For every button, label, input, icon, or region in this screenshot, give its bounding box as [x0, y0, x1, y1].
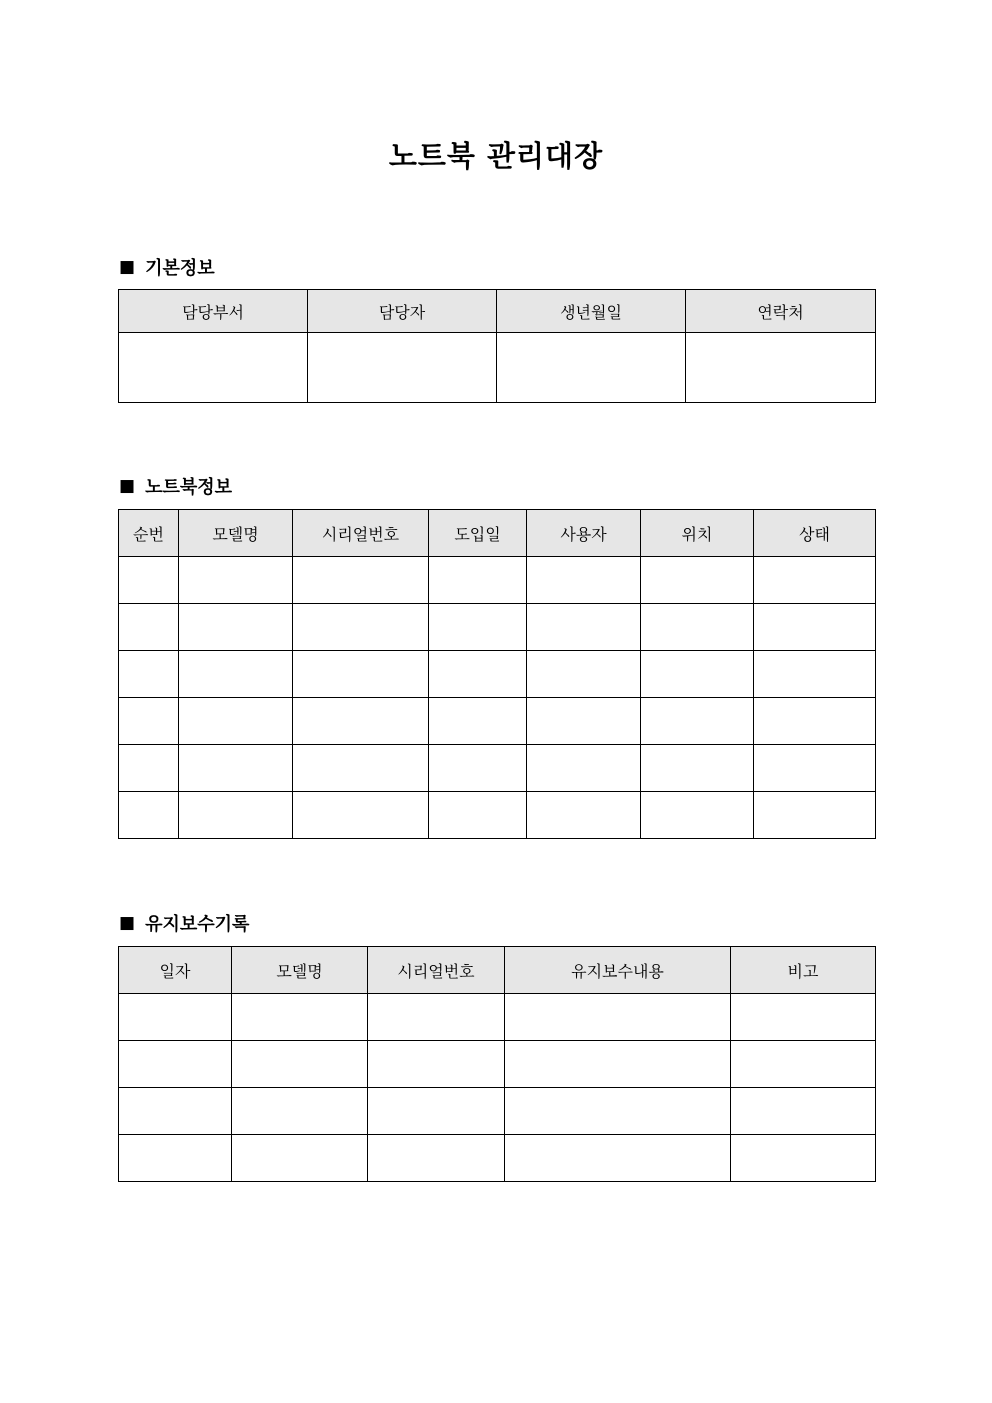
cell-intro-date[interactable] — [429, 745, 527, 792]
cell-remarks[interactable] — [731, 1088, 876, 1135]
section-heading-laptop-info — [119, 473, 232, 499]
table-header-row — [119, 947, 876, 994]
cell-number[interactable] — [119, 651, 179, 698]
section-heading-label: 기본정보 — [145, 258, 215, 279]
page-title: 노트북 관리대장 — [388, 139, 604, 173]
square-bullet-icon: ■ — [119, 913, 136, 933]
cell-location[interactable] — [641, 651, 754, 698]
section-heading-basic-info — [119, 254, 215, 280]
column-header-department: 담당부서 — [119, 290, 308, 333]
cell-user[interactable] — [527, 698, 641, 745]
cell-model[interactable] — [179, 792, 293, 839]
cell-model[interactable] — [179, 651, 293, 698]
cell-model[interactable] — [232, 994, 368, 1041]
column-header-contact: 연락처 — [686, 290, 876, 333]
cell-status[interactable] — [754, 604, 876, 651]
table-row — [119, 792, 876, 839]
cell-department[interactable] — [119, 333, 308, 403]
cell-manager[interactable] — [308, 333, 497, 403]
cell-user[interactable] — [527, 604, 641, 651]
maintenance-log-table — [118, 946, 876, 1182]
cell-date[interactable] — [119, 1088, 232, 1135]
cell-status[interactable] — [754, 698, 876, 745]
column-header-date: 일자 — [119, 947, 232, 994]
column-header-maintenance-details: 유지보수내용 — [505, 947, 731, 994]
table-row — [119, 698, 876, 745]
cell-status[interactable] — [754, 557, 876, 604]
cell-intro-date[interactable] — [429, 604, 527, 651]
table-row — [119, 1135, 876, 1182]
table-row — [119, 333, 876, 403]
cell-maintenance-details[interactable] — [505, 994, 731, 1041]
cell-user[interactable] — [527, 651, 641, 698]
cell-birthdate[interactable] — [497, 333, 686, 403]
cell-location[interactable] — [641, 604, 754, 651]
section-heading-maintenance-log — [119, 910, 249, 936]
column-header-birthdate: 생년월일 — [497, 290, 686, 333]
cell-date[interactable] — [119, 1041, 232, 1088]
cell-maintenance-details[interactable] — [505, 1041, 731, 1088]
cell-date[interactable] — [119, 1135, 232, 1182]
cell-date[interactable] — [119, 994, 232, 1041]
cell-serial[interactable] — [368, 1041, 505, 1088]
basic-info-table — [118, 289, 876, 403]
cell-number[interactable] — [119, 792, 179, 839]
cell-status[interactable] — [754, 745, 876, 792]
cell-location[interactable] — [641, 698, 754, 745]
cell-serial[interactable] — [293, 745, 429, 792]
table-row — [119, 1041, 876, 1088]
cell-number[interactable] — [119, 604, 179, 651]
column-header-number: 순번 — [119, 510, 179, 557]
table-row — [119, 1088, 876, 1135]
column-header-user: 사용자 — [527, 510, 641, 557]
square-bullet-icon: ■ — [119, 476, 136, 496]
cell-user[interactable] — [527, 745, 641, 792]
cell-serial[interactable] — [368, 994, 505, 1041]
cell-serial[interactable] — [368, 1088, 505, 1135]
column-header-manager: 담당자 — [308, 290, 497, 333]
cell-serial[interactable] — [293, 651, 429, 698]
table-header-row — [119, 510, 876, 557]
cell-serial[interactable] — [293, 604, 429, 651]
table-row — [119, 651, 876, 698]
cell-location[interactable] — [641, 745, 754, 792]
table-row — [119, 604, 876, 651]
square-bullet-icon: ■ — [119, 257, 136, 277]
cell-remarks[interactable] — [731, 994, 876, 1041]
laptop-info-table — [118, 509, 876, 839]
section-heading-label: 노트북정보 — [145, 477, 233, 498]
column-header-serial: 시리얼번호 — [293, 510, 429, 557]
cell-maintenance-details[interactable] — [505, 1088, 731, 1135]
column-header-location: 위치 — [641, 510, 754, 557]
column-header-remarks: 비고 — [731, 947, 876, 994]
cell-location[interactable] — [641, 792, 754, 839]
cell-model[interactable] — [232, 1041, 368, 1088]
cell-model[interactable] — [179, 698, 293, 745]
cell-number[interactable] — [119, 557, 179, 604]
table-row — [119, 745, 876, 792]
cell-model[interactable] — [232, 1088, 368, 1135]
cell-user[interactable] — [527, 792, 641, 839]
cell-location[interactable] — [641, 557, 754, 604]
cell-remarks[interactable] — [731, 1135, 876, 1182]
cell-serial[interactable] — [368, 1135, 505, 1182]
column-header-serial: 시리얼번호 — [368, 947, 505, 994]
cell-serial[interactable] — [293, 698, 429, 745]
table-row — [119, 994, 876, 1041]
cell-model[interactable] — [179, 604, 293, 651]
table-header-row — [119, 290, 876, 333]
cell-maintenance-details[interactable] — [505, 1135, 731, 1182]
column-header-status: 상태 — [754, 510, 876, 557]
cell-intro-date[interactable] — [429, 792, 527, 839]
cell-intro-date[interactable] — [429, 557, 527, 604]
column-header-model: 모델명 — [179, 510, 293, 557]
cell-user[interactable] — [527, 557, 641, 604]
column-header-intro-date: 도입일 — [429, 510, 527, 557]
cell-status[interactable] — [754, 792, 876, 839]
column-header-model: 모델명 — [232, 947, 368, 994]
cell-serial[interactable] — [293, 792, 429, 839]
cell-status[interactable] — [754, 651, 876, 698]
cell-number[interactable] — [119, 698, 179, 745]
cell-remarks[interactable] — [731, 1041, 876, 1088]
section-heading-label: 유지보수기록 — [145, 914, 250, 935]
cell-model[interactable] — [232, 1135, 368, 1182]
cell-model[interactable] — [179, 557, 293, 604]
cell-intro-date[interactable] — [429, 651, 527, 698]
cell-contact[interactable] — [686, 333, 876, 403]
cell-model[interactable] — [179, 745, 293, 792]
cell-number[interactable] — [119, 745, 179, 792]
cell-intro-date[interactable] — [429, 698, 527, 745]
table-row — [119, 557, 876, 604]
cell-serial[interactable] — [293, 557, 429, 604]
